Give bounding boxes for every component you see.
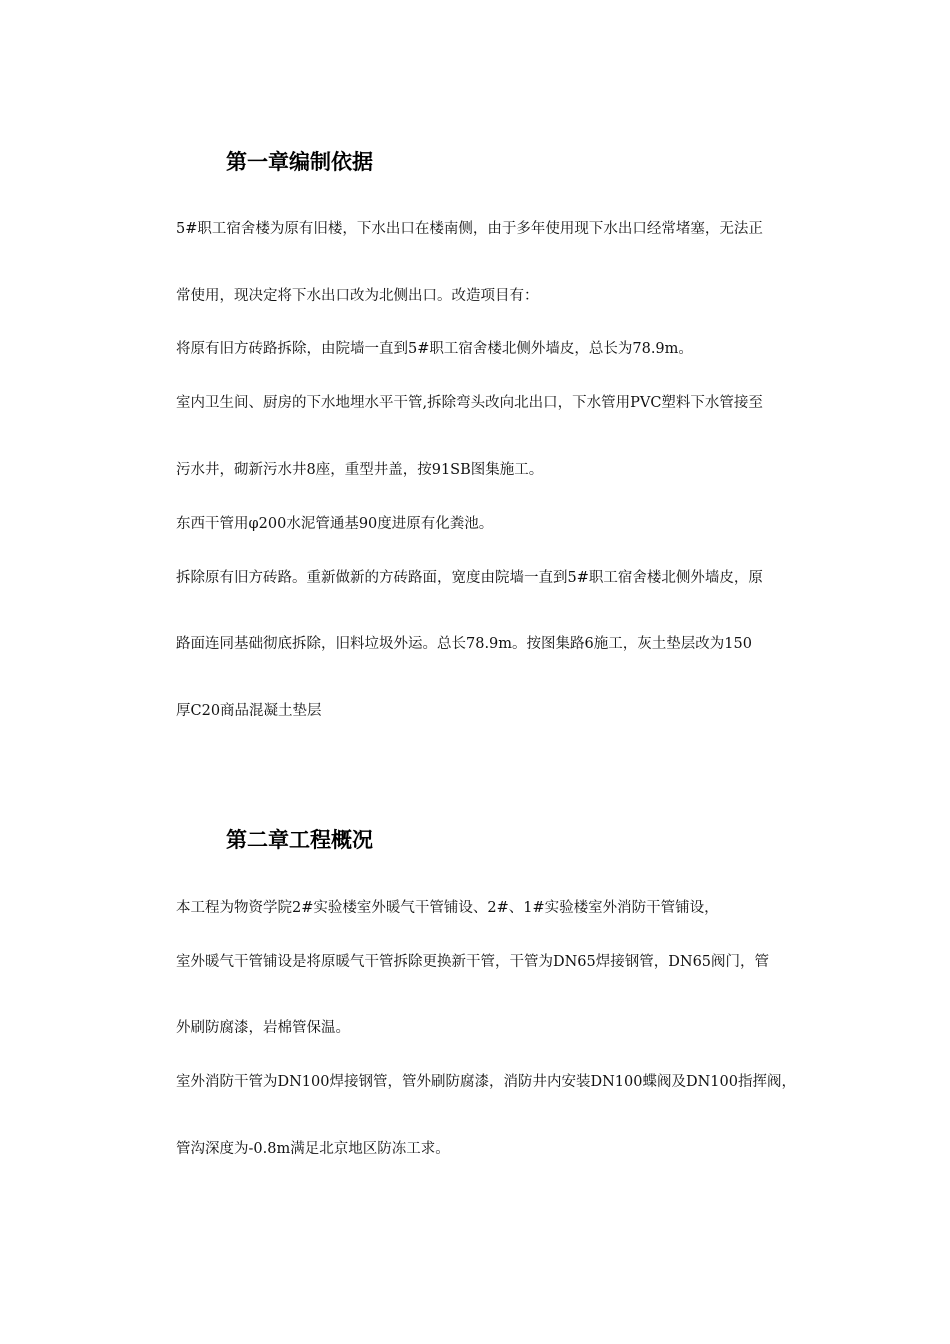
chapter2-heading: 第二章工程概况: [226, 828, 373, 852]
chapter1-line: 常使用，现决定将下水出口改为北侧出口。改造项目有：: [176, 288, 539, 304]
chapter1-line: 厚C20商品混凝土垫层: [176, 703, 322, 719]
chapter2-line: 室外消防干管为DN100焊接钢管，管外刷防腐漆，消防井内安装DN100蝶阀及DN100指挥阀，: [176, 1074, 796, 1090]
chapter1-line: 室内卫生间、厨房的下水地埋水平干管,拆除弯头改向北出口，下水管用PVC塑料下水管接至: [176, 395, 763, 411]
chapter1-line: 东西干管用φ200水泥管通基90度进原有化粪池。: [176, 516, 494, 532]
chapter2-line: 管沟深度为-0.8m满足北京地区防冻工求。: [176, 1141, 450, 1157]
chapter1-line: 5#职工宿舍楼为原有旧楼，下水出口在楼南侧，由于多年使用现下水出口经常堵塞，无法正: [176, 221, 763, 237]
chapter2-line: 本工程为物资学院2#实验楼室外暖气干管铺设、2#、1#实验楼室外消防干管铺设，: [176, 900, 719, 916]
chapter1-line: 将原有旧方砖路拆除，由院墙一直到5#职工宿舍楼北侧外墙皮，总长为78.9m。: [176, 341, 693, 357]
chapter1-line: 拆除原有旧方砖路。重新做新的方砖路面，宽度由院墙一直到5#职工宿舍楼北侧外墙皮，原: [176, 570, 763, 586]
chapter2-line: 外刷防腐漆，岩棉管保温。: [176, 1020, 350, 1036]
chapter2-line: 室外暖气干管铺设是将原暖气干管拆除更换新干管，干管为DN65焊接钢管，DN65阀门，管: [176, 954, 770, 970]
chapter1-line: 污水井，砌新污水井8座，重型井盖，按91SB图集施工。: [176, 462, 544, 478]
chapter1-line: 路面连同基础彻底拆除，旧料垃圾外运。总长78.9m。按图集路6施工，灰土垫层改为150: [176, 636, 752, 652]
chapter1-heading: 第一章编制依据: [226, 150, 373, 174]
